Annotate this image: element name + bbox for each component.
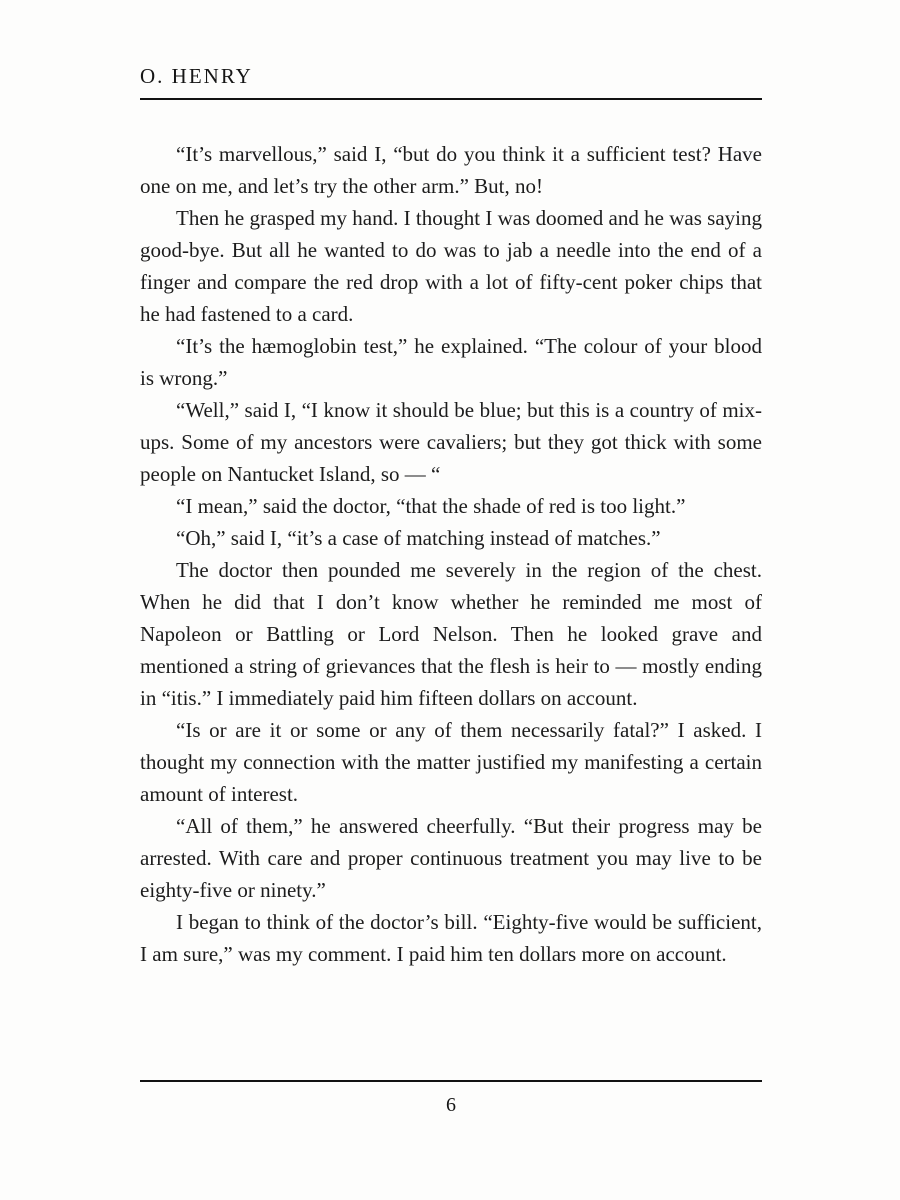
paragraph: “Well,” said I, “I know it should be blue; but this is a country of mix-ups. Some of my ancestors were cavaliers; but they got thick with some people on Nantucket Island, so — “	[140, 398, 762, 486]
paragraph: “I mean,” said the doctor, “that the shade of red is too light.”	[176, 494, 686, 518]
paragraph: “Is or are it or some or any of them necessarily fatal?” I asked. I thought my connection with the matter justified my manifesting a certain amount of interest.	[140, 718, 762, 806]
paragraph: “It’s marvellous,” said I, “but do you think it a sufficient test? Have one on me, and let’s try the other arm.” But, no!	[140, 142, 762, 198]
body-text	[140, 138, 762, 970]
footer-rule	[140, 1080, 762, 1082]
running-header	[140, 64, 762, 100]
paragraph: “It’s the hæmoglobin test,” he explained. “The colour of your blood is wrong.”	[140, 334, 762, 390]
paragraph: I began to think of the doctor’s bill. “Eighty-five would be sufficient, I am sure,” was my comment. I paid him ten dollars more on account.	[140, 910, 762, 966]
paragraph: “Oh,” said I, “it’s a case of matching instead of matches.”	[176, 526, 661, 550]
header-rule	[140, 98, 762, 100]
running-header-title: O. HENRY	[140, 64, 253, 88]
paragraph: Then he grasped my hand. I thought I was doomed and he was saying good-bye. But all he wanted to do was to jab a needle into the end of a finger and compare the red drop with a lot of fifty-cent poker chips that he had fastened to a card.	[140, 206, 762, 326]
paragraph: The doctor then pounded me severely in the region of the chest. When he did that I don’t know whether he reminded me most of Napoleon or Battling or Lord Nelson. Then he looked grave and mentioned a string of grievances that the flesh is heir to — mostly ending in “itis.” I immediately paid him fifteen dollars on account.	[140, 558, 762, 710]
page-number: 6	[446, 1094, 456, 1116]
paragraph: “All of them,” he answered cheerfully. “But their progress may be arrested. With care and proper continuous treatment you may live to be eighty-five or ninety.”	[140, 814, 762, 902]
page-footer	[140, 1080, 762, 1117]
